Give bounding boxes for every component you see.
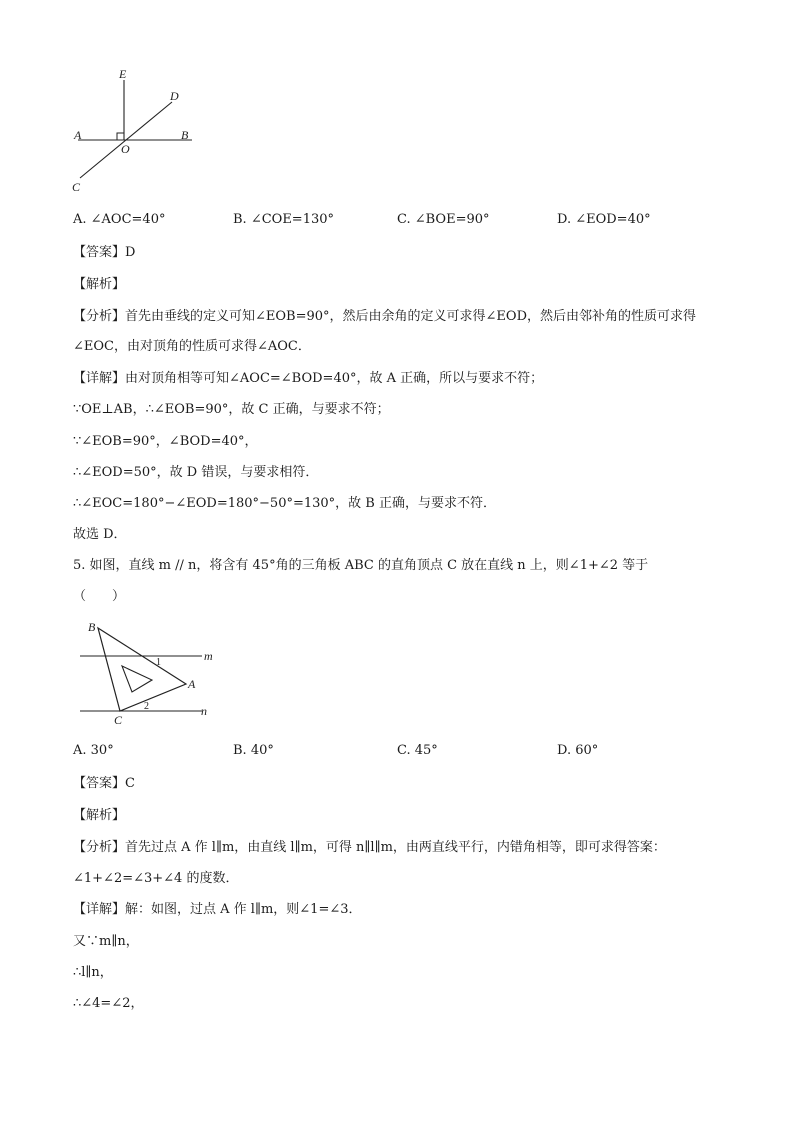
q4-option-b: B. ∠COE=130° (233, 212, 335, 227)
q5-analysis-tag: 【解析】 (73, 808, 126, 823)
label-B: B (181, 128, 189, 142)
label-A: A (74, 128, 82, 142)
q4-xiangjie-line1 (73, 369, 543, 389)
fenxi-tag: 【分析】 (73, 309, 126, 324)
fenxi-text: 首先由垂线的定义可知∠EOB=90°，然后由余角的定义可求得∠EOD，然后由邻补角的性质可求得 (125, 309, 697, 324)
q4-option-c: C. ∠BOE=90° (397, 212, 490, 227)
answer-value: D (125, 245, 136, 260)
q4-fenxi-line2: ∠EOC，由对顶角的性质可求得∠AOC． (73, 339, 311, 354)
label-E: E (119, 67, 127, 81)
figure-2-diagram (74, 618, 224, 728)
label-m: m (204, 649, 213, 663)
answer-value: C (125, 776, 135, 791)
label-angle-2: 2 (144, 701, 149, 712)
label-C: C (114, 713, 123, 727)
xiangjie-tag: 【详解】 (73, 902, 126, 917)
q4-fenxi-line1 (73, 307, 696, 327)
answer-tag: 【答案】 (73, 776, 126, 791)
q4-xiangjie-line3: ∵∠EOB=90°，∠BOD=40°， (73, 434, 258, 449)
label-angle-1: 1 (156, 657, 161, 668)
q5-option-b: B. 40° (233, 743, 274, 758)
q5-option-d: D. 60° (557, 743, 599, 758)
q5-xiangjie-line1 (73, 900, 362, 920)
q5-fenxi-line2: ∠1+∠2=∠3+∠4 的度数． (73, 871, 239, 886)
figure-1-diagram (66, 64, 206, 196)
q5-xiangjie-line4: ∴∠4=∠2， (73, 996, 144, 1011)
label-D: D (170, 89, 179, 103)
q5-stem-line1: 5. 如图，直线 m // n，将含有 45°角的三角板 ABC 的直角顶点 C 放在直线 n 上，则∠1+∠2 等于 (73, 558, 649, 573)
q5-option-a: A. 30° (73, 743, 114, 758)
xiangjie-text: 由对顶角相等可知∠AOC=∠BOD=40°，故 A 正确，所以与要求不符； (125, 371, 544, 386)
q4-answer (73, 243, 135, 263)
label-n: n (201, 704, 207, 718)
q4-xiangjie-line4: ∴∠EOD=50°，故 D 错误，与要求相符． (73, 465, 319, 480)
q5-xiangjie-line3: ∴l∥n， (73, 965, 113, 980)
xiangjie-text: 解：如图，过点 A 作 l∥m，则∠1=∠3． (125, 902, 362, 917)
q4-option-a: A. ∠AOC=40° (73, 212, 166, 227)
fenxi-text: 首先过点 A 作 l∥m，由直线 l∥m，可得 n∥l∥m，由两直线平行，内错角相等，即可求得答案： (125, 840, 666, 855)
q4-xiangjie-line5: ∴∠EOC=180°−∠EOD=180°−50°=130°，故 B 正确，与要求不符． (73, 496, 496, 511)
label-B: B (88, 620, 96, 634)
label-A: A (188, 677, 196, 691)
q4-option-d: D. ∠EOD=40° (557, 212, 651, 227)
q4-xiangjie-line6: 故选 D． (73, 527, 127, 542)
xiangjie-tag: 【详解】 (73, 371, 126, 386)
answer-tag: 【答案】 (73, 245, 126, 260)
label-C: C (72, 180, 81, 194)
q5-xiangjie-line2: 又∵m∥n， (73, 934, 139, 949)
q5-fenxi-line1 (73, 838, 666, 858)
fenxi-tag: 【分析】 (73, 840, 126, 855)
label-O: O (121, 142, 130, 156)
q5-stem-line2: （ ） (73, 589, 126, 604)
q5-answer (73, 774, 135, 794)
q4-xiangjie-line2: ∵OE⊥AB，∴∠EOB=90°，故 C 正确，与要求不符； (73, 402, 390, 417)
q5-option-c: C. 45° (397, 743, 438, 758)
q4-analysis-tag: 【解析】 (73, 277, 126, 292)
